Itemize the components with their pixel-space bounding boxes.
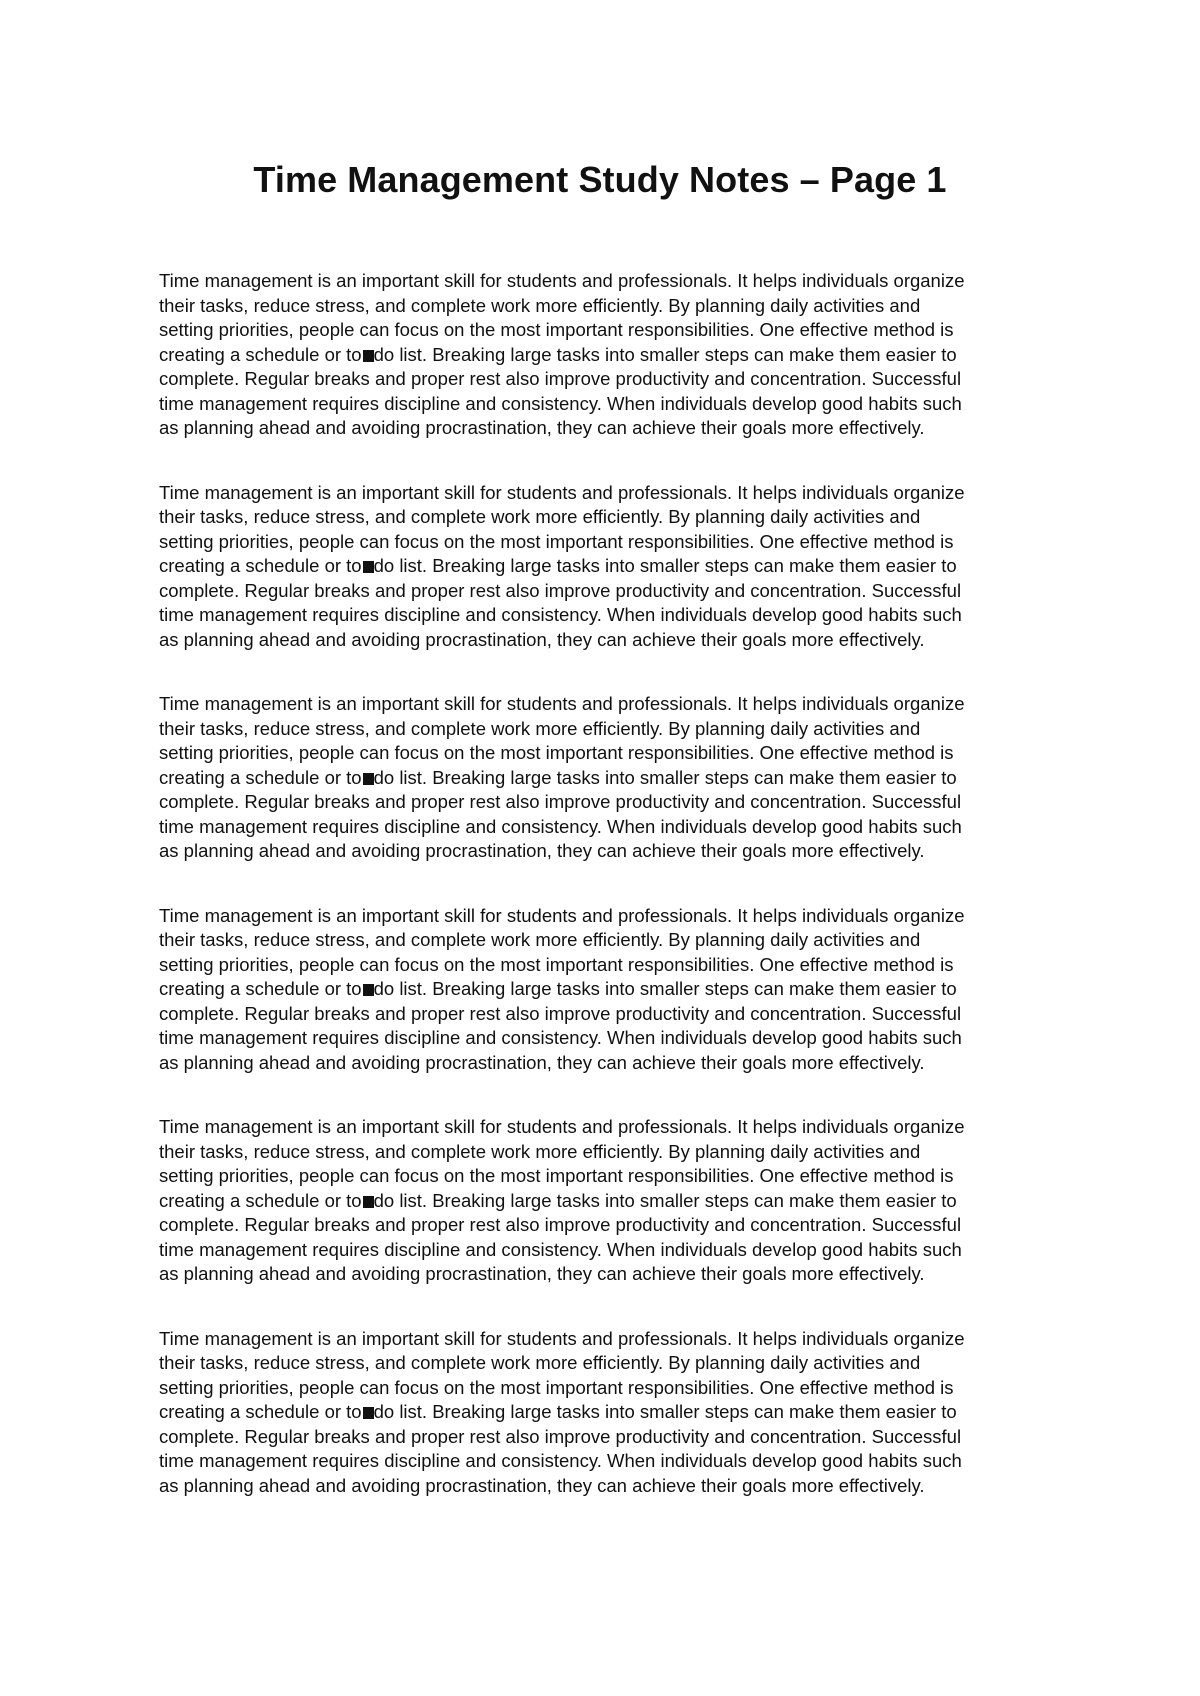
paragraph: [159, 1327, 1059, 1499]
line-text: complete. Regular breaks and proper rest also improve productivity and concentration. Successful: [159, 1214, 962, 1235]
line-text: as planning ahead and avoiding procrastination, they can achieve their goals more effectively.: [159, 1474, 925, 1496]
line-text: setting priorities, people can focus on the most important responsibilities. One effective method is: [159, 742, 954, 763]
line-text: their tasks, reduce stress, and complete work more efficiently. By planning daily activities and: [159, 294, 921, 316]
paragraph-line: [159, 318, 1059, 343]
paragraph-line: [159, 1026, 1059, 1051]
paragraph-line: [159, 1449, 1059, 1474]
paragraph-line: [159, 294, 1059, 319]
line-text: their tasks, reduce stress, and complete work more efficiently. By planning daily activities and: [159, 1352, 921, 1373]
line-text: Time management is an important skill for students and professionals. It helps individuals organize: [159, 481, 965, 503]
paragraph-line: [159, 579, 1059, 604]
line-text: as planning ahead and avoiding procrastination, they can achieve their goals more effectively.: [159, 1051, 925, 1073]
paragraph-line: [159, 416, 1059, 441]
paragraph-line: [159, 977, 1059, 1002]
paragraph-line: [159, 1400, 1059, 1425]
line-text: do list. Breaking large tasks into smaller steps can make them easier to: [373, 555, 957, 576]
paragraph-line: [159, 269, 1059, 294]
line-text: do list. Breaking large tasks into smaller steps can make them easier to: [373, 1401, 957, 1422]
paragraph-line: [159, 904, 1059, 929]
line-text: Time management is an important skill for students and professionals. It helps individuals organize: [159, 270, 965, 291]
missing-glyph-icon: [363, 1407, 374, 1419]
paragraph-line: [159, 928, 1059, 953]
line-text: time management requires discipline and consistency. When individuals develop good habits such: [159, 1027, 962, 1048]
paragraph-line: [159, 717, 1059, 742]
line-text: setting priorities, people can focus on the most important responsibilities. One effective method is: [159, 1165, 954, 1186]
line-text: Time management is an important skill for students and professionals. It helps individuals organize: [159, 693, 965, 714]
line-text: do list. Breaking large tasks into smaller steps can make them easier to: [373, 1189, 957, 1211]
paragraph-line: [159, 392, 1059, 417]
line-text: their tasks, reduce stress, and complete work more efficiently. By planning daily activities and: [159, 717, 921, 739]
line-text: creating a schedule or to: [159, 343, 362, 365]
paragraph-line: [159, 1376, 1059, 1401]
line-text: Time management is an important skill for students and professionals. It helps individuals organize: [159, 904, 965, 926]
line-text: do list. Breaking large tasks into smaller steps can make them easier to: [373, 766, 957, 788]
paragraph-line: [159, 790, 1059, 815]
line-text: setting priorities, people can focus on the most important responsibilities. One effective method is: [159, 1376, 954, 1398]
page-title: Time Management Study Notes – Page 1: [253, 159, 947, 200]
line-text: creating a schedule or to: [159, 555, 362, 576]
missing-glyph-icon: [363, 1196, 374, 1208]
paragraph-line: [159, 1002, 1059, 1027]
paragraph: [159, 269, 1059, 441]
paragraph-line: [159, 1051, 1059, 1076]
paragraph-line: [159, 766, 1059, 791]
line-text: Time management is an important skill for students and professionals. It helps individuals organize: [159, 1327, 965, 1349]
paragraph-line: [159, 692, 1059, 717]
missing-glyph-icon: [363, 984, 374, 996]
body-text: [159, 269, 1059, 1538]
paragraph-line: [159, 1238, 1059, 1263]
paragraph-line: [159, 1327, 1059, 1352]
line-text: as planning ahead and avoiding procrastination, they can achieve their goals more effectively.: [159, 840, 925, 861]
line-text: do list. Breaking large tasks into smaller steps can make them easier to: [373, 978, 957, 999]
line-text: time management requires discipline and consistency. When individuals develop good habits such: [159, 815, 962, 837]
paragraph-line: [159, 1425, 1059, 1450]
missing-glyph-icon: [363, 561, 374, 573]
paragraph-line: [159, 1115, 1059, 1140]
paragraph-line: [159, 1189, 1059, 1214]
missing-glyph-icon: [363, 350, 374, 362]
paragraph: [159, 692, 1059, 864]
line-text: complete. Regular breaks and proper rest also improve productivity and concentration. Successful: [159, 579, 962, 601]
missing-glyph-icon: [363, 773, 374, 785]
paragraph-line: [159, 530, 1059, 555]
line-text: as planning ahead and avoiding procrastination, they can achieve their goals more effectively.: [159, 1263, 925, 1284]
line-text: creating a schedule or to: [159, 978, 362, 999]
paragraph-line: [159, 481, 1059, 506]
line-text: creating a schedule or to: [159, 766, 362, 788]
line-text: setting priorities, people can focus on the most important responsibilities. One effective method is: [159, 319, 954, 340]
line-text: time management requires discipline and consistency. When individuals develop good habits such: [159, 1238, 962, 1260]
line-text: do list. Breaking large tasks into smaller steps can make them easier to: [373, 343, 957, 365]
line-text: setting priorities, people can focus on the most important responsibilities. One effective method is: [159, 530, 954, 552]
paragraph-line: [159, 1262, 1059, 1287]
paragraph-line: [159, 1474, 1059, 1499]
line-text: time management requires discipline and consistency. When individuals develop good habits such: [159, 604, 962, 625]
paragraph-line: [159, 815, 1059, 840]
paragraph: [159, 904, 1059, 1076]
paragraph: [159, 481, 1059, 653]
line-text: complete. Regular breaks and proper rest also improve productivity and concentration. Successful: [159, 1002, 962, 1024]
paragraph-line: [159, 367, 1059, 392]
line-text: as planning ahead and avoiding procrastination, they can achieve their goals more effectively.: [159, 628, 925, 650]
line-text: creating a schedule or to: [159, 1401, 362, 1422]
line-text: complete. Regular breaks and proper rest also improve productivity and concentration. Successful: [159, 791, 962, 812]
paragraph-line: [159, 1140, 1059, 1165]
line-text: as planning ahead and avoiding procrastination, they can achieve their goals more effectively.: [159, 417, 925, 438]
paragraph-line: [159, 343, 1059, 368]
paragraph-line: [159, 505, 1059, 530]
paragraph-line: [159, 1351, 1059, 1376]
line-text: complete. Regular breaks and proper rest also improve productivity and concentration. Successful: [159, 1425, 962, 1447]
line-text: their tasks, reduce stress, and complete work more efficiently. By planning daily activities and: [159, 929, 921, 950]
line-text: their tasks, reduce stress, and complete work more efficiently. By planning daily activities and: [159, 506, 921, 527]
line-text: creating a schedule or to: [159, 1189, 362, 1211]
paragraph-line: [159, 603, 1059, 628]
paragraph-line: [159, 1213, 1059, 1238]
paragraph-line: [159, 953, 1059, 978]
paragraph-line: [159, 1164, 1059, 1189]
line-text: time management requires discipline and consistency. When individuals develop good habits such: [159, 1450, 962, 1471]
paragraph-line: [159, 554, 1059, 579]
line-text: setting priorities, people can focus on the most important responsibilities. One effective method is: [159, 953, 954, 975]
paragraph: [159, 1115, 1059, 1287]
line-text: complete. Regular breaks and proper rest also improve productivity and concentration. Successful: [159, 368, 962, 389]
line-text: time management requires discipline and consistency. When individuals develop good habits such: [159, 392, 962, 414]
line-text: their tasks, reduce stress, and complete work more efficiently. By planning daily activities and: [159, 1140, 921, 1162]
paragraph-line: [159, 839, 1059, 864]
line-text: Time management is an important skill for students and professionals. It helps individuals organize: [159, 1116, 965, 1137]
paragraph-line: [159, 741, 1059, 766]
paragraph-line: [159, 628, 1059, 653]
